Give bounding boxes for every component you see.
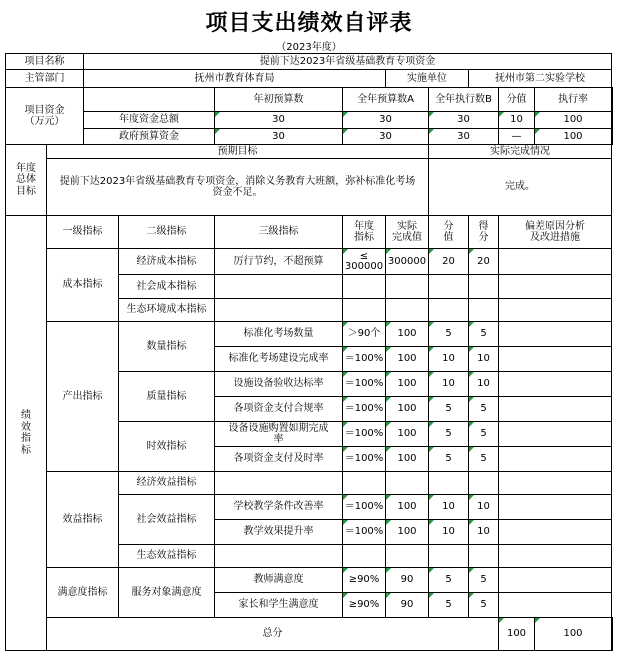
output-row-target: ＞90个 <box>343 322 386 347</box>
output-row-value: 10 <box>429 372 469 397</box>
cost-row-actual: 300000 <box>386 249 429 275</box>
benefit-row-score: 10 <box>469 495 499 520</box>
satisfaction-row-target: ≥90% <box>343 568 386 593</box>
benefit-economic-l2: 经济效益指标 <box>119 472 215 495</box>
benefit-row-target: ＝100% <box>343 495 386 520</box>
satisfaction-row-name: 教师满意度 <box>215 568 343 593</box>
funds-gov-rate: 100 <box>535 129 612 145</box>
header-reason: 偏差原因分析 及改进措施 <box>499 216 612 249</box>
funds-total-rate: 100 <box>535 112 612 129</box>
satisfaction-row-actual: 90 <box>386 593 429 618</box>
goal-actual-header: 实际完成情况 <box>429 145 612 159</box>
satisfaction-row-score: 5 <box>469 568 499 593</box>
header-level2: 二级指标 <box>119 216 215 249</box>
satisfaction-row-value: 5 <box>429 593 469 618</box>
cost-row-score: 20 <box>469 249 499 275</box>
project-name: 提前下达2023年省级基础教育专项资金 <box>84 54 612 70</box>
satisfaction-row-value: 5 <box>429 568 469 593</box>
output-quantity-l2: 数量指标 <box>119 322 215 372</box>
dept-label: 主管部门 <box>6 70 84 88</box>
benefit-row-actual: 100 <box>386 495 429 520</box>
total-value: 100 <box>499 618 535 651</box>
cost-row-target: ≤ 300000 <box>343 249 386 275</box>
cost-row-value: 20 <box>429 249 469 275</box>
goal-planned-text: 提前下达2023年省级基础教育专项资金，消除义务教育大班额，弥补标准化考场资金不足。 <box>47 159 429 216</box>
report-year: （2023年度） <box>276 42 342 53</box>
output-row-name: 各项资金支付合规率 <box>215 397 343 422</box>
funds-gov-label: 政府预算资金 <box>84 129 215 145</box>
header-value: 分 值 <box>429 216 469 249</box>
output-row-name: 各项资金支付及时率 <box>215 447 343 472</box>
funds-gov-value: — <box>499 129 535 145</box>
output-row-score: 5 <box>469 397 499 422</box>
goal-actual-text: 完成。 <box>429 159 612 216</box>
benefit-row-target: ＝100% <box>343 520 386 545</box>
output-row-actual: 100 <box>386 347 429 372</box>
benefit-row-value: 10 <box>429 495 469 520</box>
output-row-score: 10 <box>469 347 499 372</box>
output-row-name: 标准化考场数量 <box>215 322 343 347</box>
funds-gov-annual: 30 <box>343 129 429 145</box>
output-row-target: ＝100% <box>343 372 386 397</box>
output-row-name: 设备设施购置如期完成 率 <box>215 422 343 447</box>
benefit-row-name: 教学效果提升率 <box>215 520 343 545</box>
funds-header-blank <box>84 88 215 112</box>
indicators-section-label: 绩效指标 <box>6 216 47 651</box>
benefit-social-l2: 社会效益指标 <box>119 495 215 545</box>
funds-gov-initial: 30 <box>215 129 343 145</box>
goal-planned-header: 预期目标 <box>47 145 429 159</box>
output-row-score: 5 <box>469 322 499 347</box>
benefit-eco-l2: 生态效益指标 <box>119 545 215 568</box>
goal-label: 年度 总体 目标 <box>6 145 47 216</box>
funds-header-annual: 全年预算数A <box>343 88 429 112</box>
output-row-value: 5 <box>429 322 469 347</box>
satisfaction-indicator-l1: 满意度指标 <box>47 568 119 618</box>
funds-gov-score <box>612 129 613 145</box>
funds-total-annual: 30 <box>343 112 429 129</box>
benefit-row-value: 10 <box>429 520 469 545</box>
funds-total-score <box>612 112 613 129</box>
output-row-target: ＝100% <box>343 347 386 372</box>
output-row-score: 5 <box>469 447 499 472</box>
cost-row-reason <box>499 249 612 275</box>
output-row-score: 10 <box>469 372 499 397</box>
header-target: 年度 指标 <box>343 216 386 249</box>
cost-indicator-l1: 成本指标 <box>47 249 119 322</box>
output-row-actual: 100 <box>386 397 429 422</box>
funds-label: 项目资金 （万元） <box>6 88 84 145</box>
cost-eco-l2: 生态环境成本指标 <box>119 299 215 322</box>
output-row-name: 标准化考场建设完成率 <box>215 347 343 372</box>
output-row-score: 5 <box>469 422 499 447</box>
funds-header-score <box>612 88 613 112</box>
header-actual: 实际 完成值 <box>386 216 429 249</box>
output-row-actual: 100 <box>386 322 429 347</box>
output-row-value: 5 <box>429 447 469 472</box>
cost-row-name: 厉行节约，不超预算 <box>215 249 343 275</box>
output-row-actual: 100 <box>386 422 429 447</box>
funds-total-initial: 30 <box>215 112 343 129</box>
funds-total-executed: 30 <box>429 112 499 129</box>
funds-header-rate: 执行率 <box>535 88 612 112</box>
funds-total-label: 年度资金总额 <box>84 112 215 129</box>
output-row-actual: 100 <box>386 447 429 472</box>
output-indicator-l1: 产出指标 <box>47 322 119 472</box>
output-row-target: ＝100% <box>343 397 386 422</box>
output-row-value: 10 <box>429 347 469 372</box>
funds-header-initial: 年初预算数 <box>215 88 343 112</box>
header-score: 得 分 <box>469 216 499 249</box>
header-level3: 三级指标 <box>215 216 343 249</box>
output-row-name: 设施设备验收达标率 <box>215 372 343 397</box>
benefit-row-actual: 100 <box>386 520 429 545</box>
output-row-actual: 100 <box>386 372 429 397</box>
output-row-target: ＝100% <box>343 422 386 447</box>
satisfaction-l2: 服务对象满意度 <box>119 568 215 618</box>
satisfaction-row-name: 家长和学生满意度 <box>215 593 343 618</box>
total-score: 100 <box>535 618 612 651</box>
cost-social-l2: 社会成本指标 <box>119 275 215 299</box>
total-reason <box>612 618 613 651</box>
impl-value: 抚州市第二实验学校 <box>469 70 612 88</box>
benefit-indicator-l1: 效益指标 <box>47 472 119 568</box>
funds-header-executed: 全年执行数B <box>429 88 499 112</box>
total-label: 总分 <box>47 618 499 651</box>
header-level1: 一级指标 <box>47 216 119 249</box>
satisfaction-row-actual: 90 <box>386 568 429 593</box>
project-name-label: 项目名称 <box>6 54 84 70</box>
funds-total-value: 10 <box>499 112 535 129</box>
impl-label: 实施单位 <box>386 70 469 88</box>
self-evaluation-table <box>5 53 613 651</box>
funds-gov-executed: 30 <box>429 129 499 145</box>
funds-header-value: 分值 <box>499 88 535 112</box>
satisfaction-row-score: 5 <box>469 593 499 618</box>
output-timeliness-l2: 时效指标 <box>119 422 215 472</box>
output-row-value: 5 <box>429 422 469 447</box>
benefit-row-score: 10 <box>469 520 499 545</box>
benefit-row-name: 学校教学条件改善率 <box>215 495 343 520</box>
output-quality-l2: 质量指标 <box>119 372 215 422</box>
output-row-value: 5 <box>429 397 469 422</box>
satisfaction-row-target: ≥90% <box>343 593 386 618</box>
page-title: 项目支出绩效自评表 <box>205 11 413 36</box>
dept-value: 抚州市教育体育局 <box>84 70 386 88</box>
cost-economic-l2: 经济成本指标 <box>119 249 215 275</box>
output-row-target: ＝100% <box>343 447 386 472</box>
